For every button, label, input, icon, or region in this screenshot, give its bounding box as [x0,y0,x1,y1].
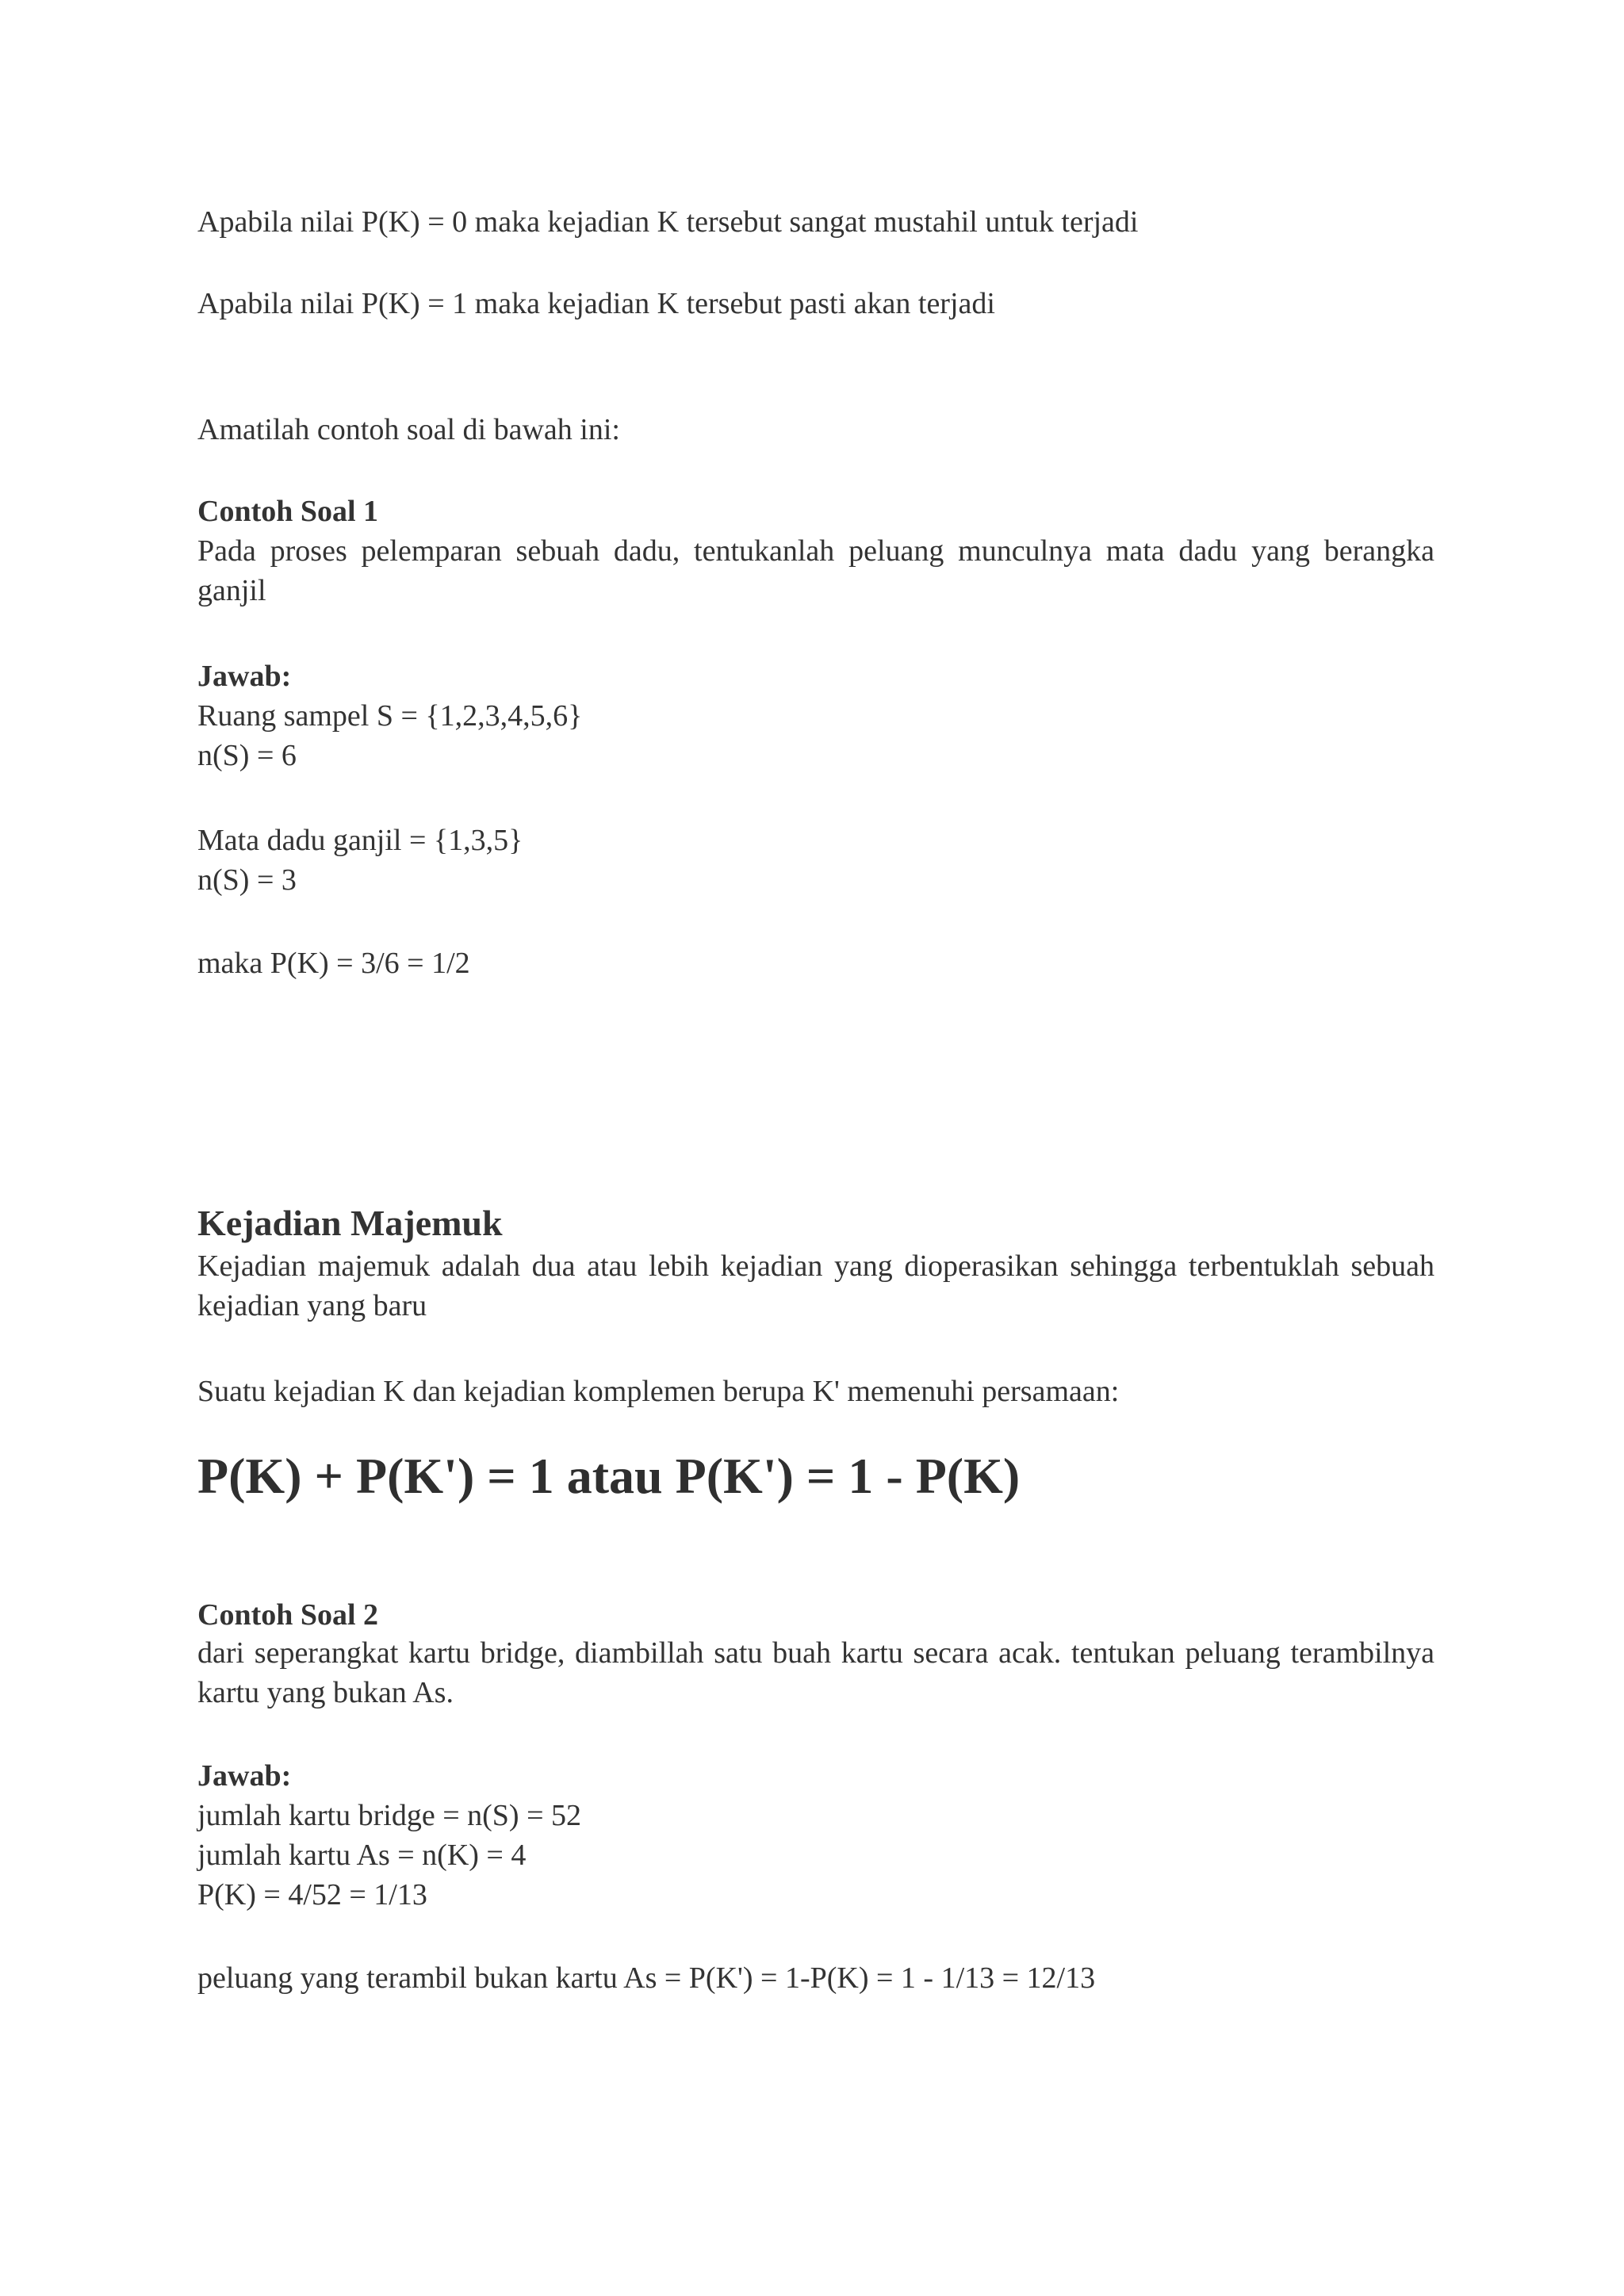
example-2-line: jumlah kartu As = n(K) = 4 [197,1839,527,1872]
example-2-answer-label: Jawab: [197,1759,292,1793]
example-2-question: dari seperangkat kartu bridge, diambillah satu buah kartu secara acak. tentukan peluang terambilnya kartu yang bukan As. [197,1636,1434,1709]
example-1-line: Mata dadu ganjil = {1,3,5} [197,824,523,857]
example-1-line: maka P(K) = 3/6 = 1/2 [197,947,470,980]
example-1-line: n(S) = 3 [197,863,297,897]
section-statement: Suatu kejadian K dan kejadian komplemen berupa K' memenuhi persamaan: [197,1375,1120,1408]
example-2-line: jumlah kartu bridge = n(S) = 52 [197,1799,581,1832]
intro-line-1: Apabila nilai P(K) = 0 maka kejadian K tersebut sangat mustahil untuk terjadi [197,205,1139,239]
example-1-line: n(S) = 6 [197,739,297,772]
example-2-line: P(K) = 4/52 = 1/13 [197,1878,427,1911]
example-2-title: Contoh Soal 2 [197,1598,379,1632]
intro-line-3: Amatilah contoh soal di bawah ini: [197,413,620,446]
intro-line-2: Apabila nilai P(K) = 1 maka kejadian K tersebut pasti akan terjadi [197,287,995,320]
section-definition: Kejadian majemuk adalah dua atau lebih kejadian yang dioperasikan sehingga terbentuklah sebuah kejadian yang baru [197,1249,1434,1322]
example-2-line: peluang yang terambil bukan kartu As = P(K') = 1-P(K) = 1 - 1/13 = 12/13 [197,1961,1096,1995]
complement-formula: P(K) + P(K') = 1 atau P(K') = 1 - P(K) [197,1448,1021,1504]
example-1-line: Ruang sampel S = {1,2,3,4,5,6} [197,699,583,733]
example-1-answer-label: Jawab: [197,660,292,693]
example-1-question: Pada proses pelemparan sebuah dadu, tentukanlah peluang munculnya mata dadu yang berangka ganjil [197,534,1434,607]
example-1-title: Contoh Soal 1 [197,495,379,528]
section-heading: Kejadian Majemuk [197,1203,503,1243]
